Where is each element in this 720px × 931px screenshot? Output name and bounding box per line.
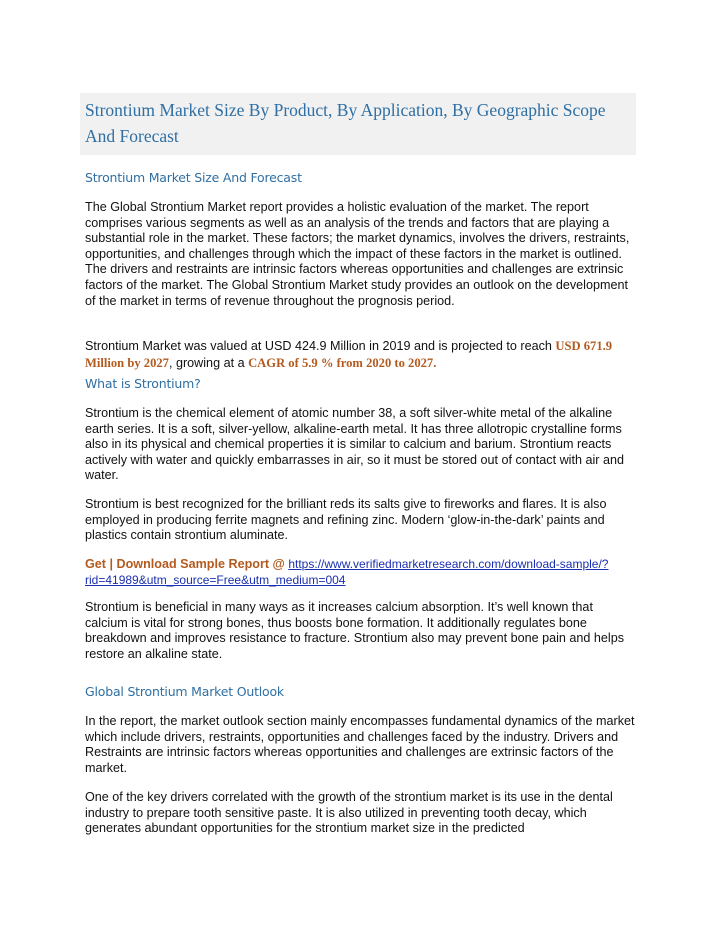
download-sample-label: Get | Download Sample Report @: [85, 557, 289, 571]
paragraph-overview: The Global Strontium Market report provides a holistic evaluation of the market. The report comprises various segments as well as an analysis of the trends and factors that are playing a substantial role in the market. These factors; the market dynamics, involves the drivers, restraints, opportunities, and challenges through which the impact of these factors in the market is outlined. The drivers and restraints are intrinsic factors whereas opportunities and challenges are extrinsic factors of the market. The Global Strontium Market study provides an outlook on the development of the market in terms of revenue throughout the prognosis period.: [85, 200, 630, 308]
valuation-text: Strontium Market was valued at USD 424.9 Million in 2019 and is projected to reach: [85, 339, 556, 353]
paragraph-drivers: One of the key drivers correlated with the growth of the strontium market is its use in the dental industry to prepare tooth sensitive paste. It is also utilized in preventing tooth decay, which generates abundant opportunities for the strontium market size in the predicted: [85, 790, 613, 836]
paragraph-valuation: [85, 338, 635, 371]
heading-size-forecast: Strontium Market Size And Forecast: [85, 170, 302, 185]
download-sample-cta: [85, 557, 635, 588]
heading-outlook: Global Strontium Market Outlook: [85, 684, 284, 699]
document-title: Strontium Market Size By Product, By Application, By Geographic Scope And Forecast: [85, 100, 606, 146]
paragraph-uses: Strontium is best recognized for the brilliant reds its salts give to fireworks and flares. It is also employed in producing ferrite magnets and refining zinc. Modern ‘glow-in-the-dark’ paints and plastics contain strontium aluminate.: [85, 497, 607, 543]
paragraph-benefits: Strontium is beneficial in many ways as it increases calcium absorption. It’s well known that calcium is vital for strong bones, thus boosts bone formation. It additionally regulates bone breakdown and improves resistance to fracture. Strontium also may prevent bone pain and helps restore an alkaline state.: [85, 600, 625, 661]
paragraph-outlook: In the report, the market outlook section mainly encompasses fundamental dynamics of the market which include drivers, restraints, opportunities and challenges faced by the industry. Drivers and Restraints are intrinsic factors whereas opportunities and challenges are extrinsic factors of the market.: [85, 714, 635, 775]
heading-what-is: What is Strontium?: [85, 376, 201, 391]
valuation-middle: , growing at a: [168, 355, 249, 370]
cagr-highlight: CAGR of 5.9 % from 2020 to 2027.: [248, 355, 437, 370]
forecast-highlight: USD 671.9 Million by 2027: [85, 339, 613, 370]
download-sample-link[interactable]: https://www.verifiedmarketresearch.com/download-sample/?rid=41989&utm_source=Free&utm_medium=004: [85, 557, 609, 587]
paragraph-definition: Strontium is the chemical element of atomic number 38, a soft silver-white metal of the alkaline earth series. It is a soft, silver-yellow, alkaline-earth metal. It has three allotropic crystalline forms also in its physical and chemical properties it is similar to calcium and barium. Strontium reacts actively with water and quickly embarrasses in air, so it must be stored out of contact with air and water.: [85, 406, 624, 483]
